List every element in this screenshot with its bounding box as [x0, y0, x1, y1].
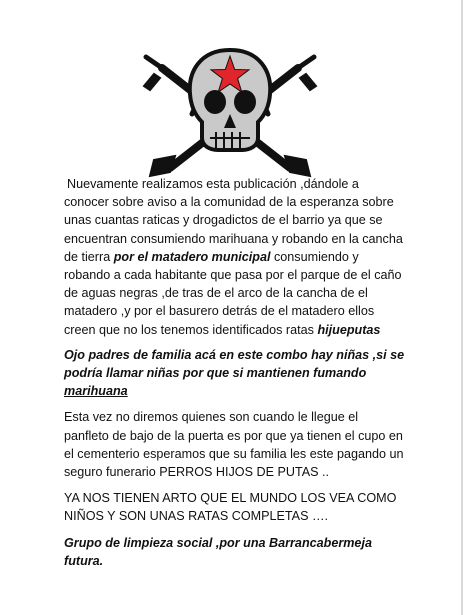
paragraph-2-text: Ojo padres de familia acá en este combo hay niñas ,si se podría llamar niñas por que si mantienen fumando [64, 347, 405, 381]
paragraph-1-text: Nuevamente realizamos esta publicación ,dándole a conocer sobre aviso a la comunidad de la esperanza sobre unas cuantas raticas y drogadictos de el barrio ya que se encuentran consumiendo marihuana y robando en la cancha de tierra [64, 177, 403, 264]
paragraph-1-closing-word: hijueputas [317, 322, 381, 337]
paragraph-1-text-cont: consumiendo y robando a cada habitante que pasa por el parque de el caño de aguas negras ,de tras de el arco de la cancha de el matadero ,y por el basurero detrás de el matadero ellos creen que no los tenemos identificados ratas [64, 249, 402, 337]
paragraph-2-underlined-word: marihuana [64, 384, 128, 399]
signature-line: Grupo de limpieza social ,por una Barrancabermeja futura. [64, 535, 372, 568]
pamphlet-text [64, 175, 406, 570]
paragraph-1-emphasis: por el matadero municipal [113, 249, 271, 264]
paragraph-4: YA NOS TIENEN ARTO QUE EL MUNDO LOS VEA COMO NIÑOS Y SON UNAS RATAS COMPLETAS …. [64, 491, 397, 524]
paragraph-3: Esta vez no diremos quienes son cuando le llegue el panfleto de bajo de la puerta es por que ya tienen el cupo en el cementerio esperamos que su familia les este pagando un seguro funerario PERROS HIJOS DE PUTAS .. [64, 410, 404, 480]
paragraph-1 [64, 175, 406, 339]
skull-crossed-rifles-red-star-icon [140, 44, 320, 180]
paragraph-2-warning [64, 346, 406, 401]
